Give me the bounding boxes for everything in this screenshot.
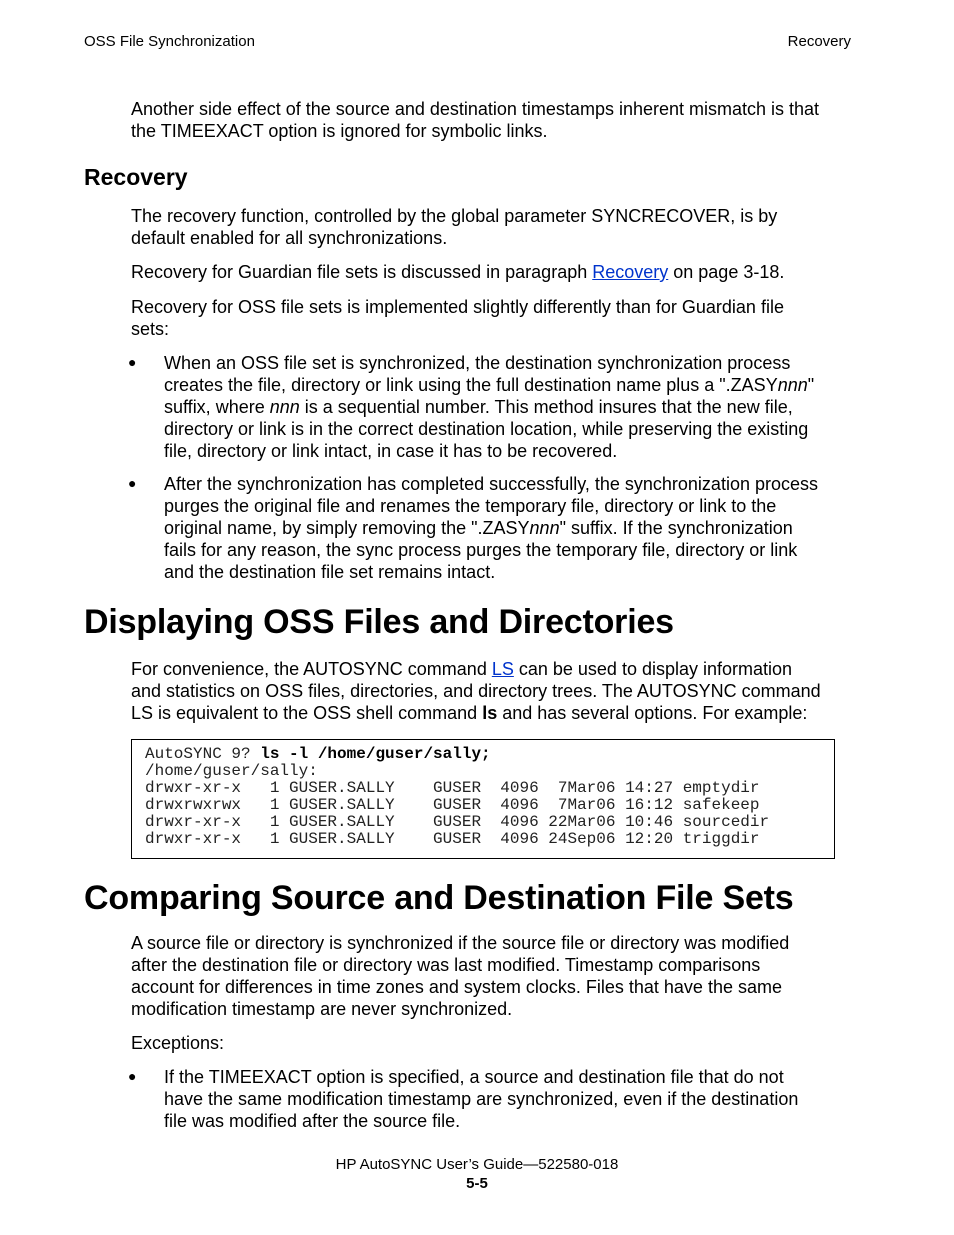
intro-line: the TIMEEXACT option is ignored for symbolic links.	[131, 121, 548, 141]
bullet-line: and the destination file set remains intact.	[164, 562, 496, 582]
paragraph-line: For convenience, the AUTOSYNC command LS can be used to display information	[131, 659, 793, 679]
running-header-right: Recovery	[787, 33, 851, 50]
intro-paragraph	[131, 98, 861, 142]
code-line: drwxr-xr-x 1 GUSER.SALLY GUSER 4096 24Sep06 12:20 triggdir	[145, 830, 760, 848]
code-line: drwxr-xr-x 1 GUSER.SALLY GUSER 4096 7Mar06 14:27 emptydir	[145, 779, 760, 797]
paragraph-line: LS is equivalent to the OSS shell command ls and has several options. For example:	[131, 703, 808, 723]
code-line: drwxrwxrwx 1 GUSER.SALLY GUSER 4096 7Mar06 16:12 safekeep	[145, 796, 760, 814]
paragraph-line: and statistics on OSS files, directories, and directory trees. The AUTOSYNC command	[131, 681, 821, 701]
code-example-box	[131, 739, 835, 859]
bullet-line: When an OSS file set is synchronized, the destination synchronization process	[164, 353, 791, 373]
paragraph-text: on page 3-18.	[668, 262, 785, 282]
code-command-line: AutoSYNC 9? ls -l /home/guser/sally;	[145, 745, 491, 763]
page-number: 5-5	[466, 1175, 488, 1192]
ls-link[interactable]: LS	[491, 659, 514, 679]
paragraph-line: account for differences in time zones and system clocks. Files that have the same	[131, 977, 782, 997]
paragraph-line: Recovery for OSS file sets is implemented slightly differently than for Guardian file	[131, 297, 784, 317]
paragraph-text: Recovery for Guardian file sets is discussed in paragraph	[131, 262, 593, 282]
bullet-line: After the synchronization has completed successfully, the synchronization process	[164, 474, 818, 494]
bullet-line: file was modified after the source file.	[164, 1111, 461, 1131]
bullet-icon: ●	[128, 1068, 137, 1084]
recovery-paragraph-3	[131, 296, 861, 340]
paragraph-line: default enabled for all synchronizations.	[131, 228, 448, 248]
comparing-paragraph-1	[131, 932, 861, 1020]
bullet-line: directory or link is in the correct destination location, while preserving the existing	[164, 419, 809, 439]
code-line: drwxr-xr-x 1 GUSER.SALLY GUSER 4096 22Mar06 10:46 sourcedir	[145, 813, 770, 831]
bullet-line: creates the file, directory or link using the full destination name plus a ".ZASYnnn"	[164, 375, 815, 395]
displaying-paragraph	[131, 658, 861, 724]
bullet-line: original name, by simply removing the ".ZASYnnn" suffix. If the synchronization	[164, 518, 793, 538]
recovery-heading: Recovery	[84, 164, 188, 190]
paragraph-line: modification timestamp are never synchronized.	[131, 999, 513, 1019]
recovery-paragraph-2	[131, 261, 861, 283]
recovery-bullet-2	[164, 473, 854, 583]
recovery-bullet-1	[164, 352, 854, 462]
recovery-link[interactable]: Recovery	[592, 262, 669, 282]
exceptions-label: Exceptions:	[131, 1033, 225, 1053]
paragraph-line: The recovery function, controlled by the global parameter SYNCRECOVER, is by	[131, 206, 778, 226]
bullet-line: file, directory or link intact, in case it has to be recovered.	[164, 441, 618, 461]
bullet-icon: ●	[128, 354, 137, 370]
bullet-line: fails for any reason, the sync process purges the temporary file, directory or link	[164, 540, 798, 560]
running-header-left: OSS File Synchronization	[84, 33, 255, 50]
bullet-line: have the same modification timestamp are synchronized, even if the destination	[164, 1089, 799, 1109]
bullet-line: If the TIMEEXACT option is specified, a source and destination file that do not	[164, 1067, 784, 1087]
footer-title: HP AutoSYNC User’s Guide—522580-018	[335, 1156, 619, 1173]
intro-line: Another side effect of the source and destination timestamps inherent mismatch is that	[131, 99, 820, 119]
paragraph-line: after the destination file or directory was last modified. Timestamp comparisons	[131, 955, 761, 975]
displaying-heading: Displaying OSS Files and Directories	[84, 603, 674, 641]
code-line: /home/guser/sally:	[145, 762, 318, 780]
bullet-icon: ●	[128, 475, 137, 491]
comparing-bullet-1	[164, 1066, 854, 1132]
bullet-line: suffix, where nnn is a sequential number. This method insures that the new file,	[164, 397, 793, 417]
bullet-line: purges the original file and renames the temporary file, directory or link to the	[164, 496, 777, 516]
recovery-paragraph-1	[131, 205, 861, 249]
paragraph-line: A source file or directory is synchronized if the source file or directory was modified	[131, 933, 790, 953]
paragraph-line: sets:	[131, 319, 170, 339]
comparing-heading: Comparing Source and Destination File Sets	[84, 879, 794, 917]
